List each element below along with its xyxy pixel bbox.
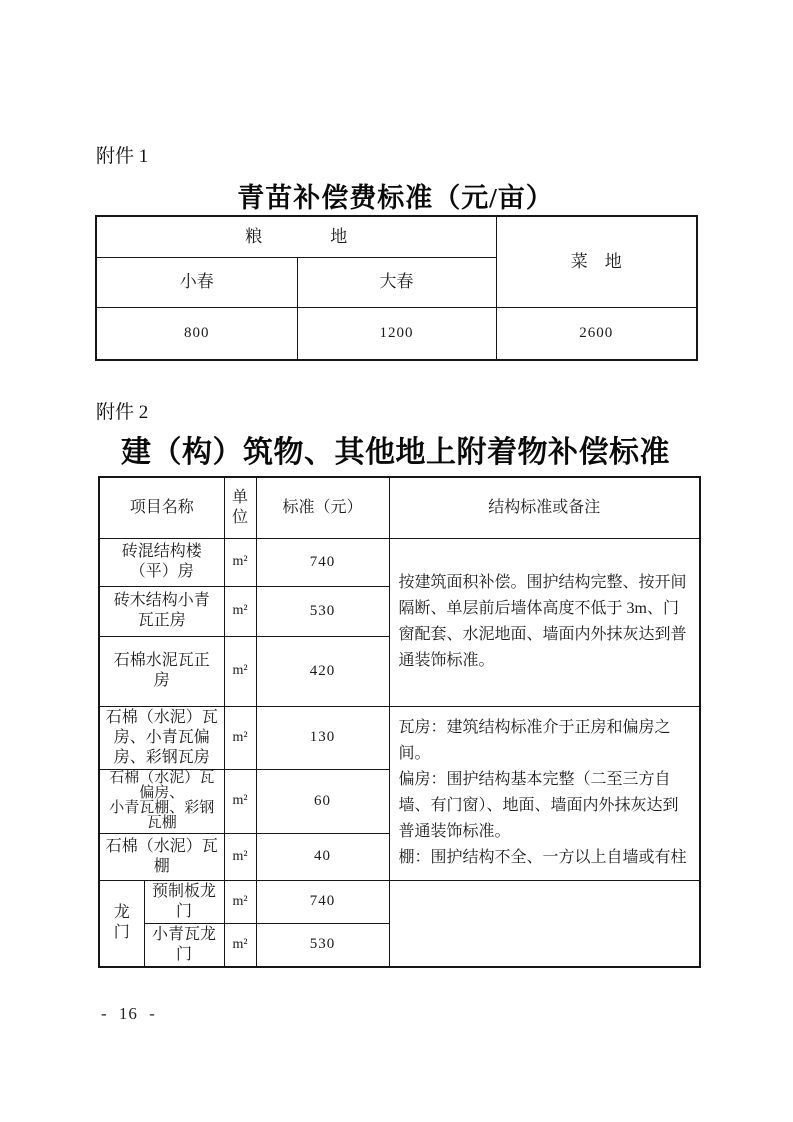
table-row: [99, 880, 700, 923]
standard-cell: 60: [256, 769, 389, 833]
vegetable-land-header-cell: 菜 地: [496, 216, 697, 307]
remark-cell-longmen: [389, 880, 700, 967]
dachun-header-cell: 大春: [297, 257, 496, 307]
item-name-cell: 石棉（水泥）瓦 偏房、 小青瓦棚、彩钢 瓦棚: [99, 769, 224, 833]
unit-column-header: 单 位: [224, 477, 256, 538]
name-column-header: 项目名称: [99, 477, 224, 538]
item-name-cell: 砖木结构小青 瓦正房: [99, 586, 224, 636]
crop-compensation-table: [95, 215, 698, 361]
item-name-cell: 砖混结构楼 （平）房: [99, 538, 224, 586]
vegetable-value-cell: 2600: [496, 307, 697, 360]
item-name-cell: 预制板龙 门: [144, 880, 224, 923]
unit-cell: m²: [224, 706, 256, 769]
page-number: - 16 -: [101, 1004, 156, 1023]
standard-column-header: 标准（元）: [256, 477, 389, 538]
table-row: [96, 307, 697, 360]
unit-cell: m²: [224, 769, 256, 833]
item-name-cell: 石棉（水泥）瓦 房、小青瓦偏 房、彩钢瓦房: [99, 706, 224, 769]
dachun-value-cell: 1200: [297, 307, 496, 360]
xiaochun-header-cell: 小春: [96, 257, 297, 307]
unit-cell: m²: [224, 880, 256, 923]
unit-cell: m²: [224, 923, 256, 967]
unit-cell: m²: [224, 833, 256, 880]
standard-cell: 740: [256, 538, 389, 586]
remark-cell-zhengfang: 按建筑面积补偿。围护结构完整、按开间隔断、单层前后墙体高度不低于 3m、门窗配套、水泥地面、墙面内外抹灰达到普通装饰标准。: [389, 538, 700, 706]
attachment2-title: 建（构）筑物、其他地上附着物补偿标准: [121, 436, 670, 469]
table-row: [99, 538, 700, 586]
standard-cell: 40: [256, 833, 389, 880]
remark-column-header: 结构标准或备注: [389, 477, 700, 538]
table-row: [96, 216, 697, 257]
table-row: [99, 706, 700, 769]
xiaochun-value-cell: 800: [96, 307, 297, 360]
item-name-cell: 石棉水泥瓦正 房: [99, 636, 224, 706]
unit-cell: m²: [224, 586, 256, 636]
unit-cell: m²: [224, 636, 256, 706]
grain-land-header-cell: 粮 地: [96, 216, 496, 257]
item-name-cell: 石棉（水泥）瓦 棚: [99, 833, 224, 880]
standard-cell: 130: [256, 706, 389, 769]
standard-cell: 420: [256, 636, 389, 706]
longmen-group-cell: 龙 门: [99, 880, 144, 967]
standard-cell: 530: [256, 923, 389, 967]
standard-cell: 530: [256, 586, 389, 636]
standard-cell: 740: [256, 880, 389, 923]
attachment1-title: 青苗补偿费标准（元/亩）: [237, 183, 554, 213]
structure-compensation-table: [98, 476, 701, 968]
item-name-cell: 小青瓦龙 门: [144, 923, 224, 967]
attachment2-label: 附件 2: [96, 402, 149, 423]
remark-cell-wafang: 瓦房：建筑结构标准介于正房和偏房之间。 偏房：围护结构基本完整（二至三方自墙、有门窗）、地面、墙面内外抹灰达到普通装饰标准。 棚：围护结构不全、一方以上自墙或有柱: [389, 706, 700, 880]
table-header-row: [99, 477, 700, 538]
unit-cell: m²: [224, 538, 256, 586]
attachment1-label: 附件 1: [96, 146, 149, 167]
